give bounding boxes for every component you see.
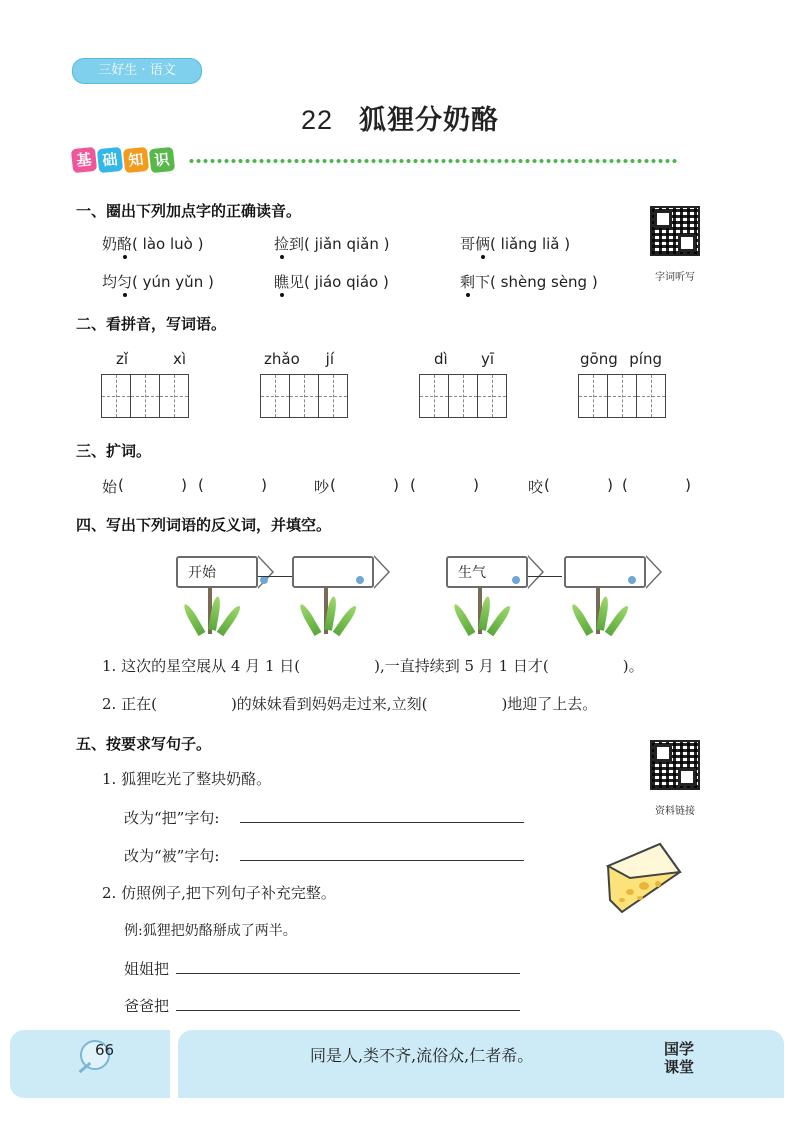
q1-item bbox=[460, 233, 570, 254]
sentence-text: 仿照例子,把下列句子补充完整。 bbox=[121, 884, 336, 902]
page-number: 66 bbox=[95, 1041, 115, 1059]
section-badge-basic-knowledge bbox=[72, 148, 174, 178]
q3-heading: 三、扩词。 bbox=[76, 442, 152, 460]
q1-pinyin-options[interactable]: ( liǎng liǎ ) bbox=[490, 235, 571, 253]
q1-item bbox=[102, 271, 214, 292]
q3-blank[interactable]: ( ) bbox=[410, 476, 479, 494]
q1-item bbox=[274, 233, 389, 254]
answer-line[interactable] bbox=[176, 973, 520, 974]
sign-word: 生气 bbox=[446, 556, 528, 588]
item-number: 2. bbox=[102, 695, 117, 713]
ba-sentence-label: 改为“把”字句: bbox=[124, 809, 220, 827]
item-number: 2. bbox=[102, 884, 117, 902]
writing-grid[interactable] bbox=[102, 374, 189, 418]
q3-blank[interactable]: ( ) bbox=[622, 476, 691, 494]
q1-dotted-char: 瞧 bbox=[274, 273, 290, 291]
q1-pinyin-options[interactable]: ( shèng sèng ) bbox=[490, 273, 598, 291]
tag-line: 国学 bbox=[664, 1040, 695, 1058]
series-badge: 三好生 · 语文 bbox=[72, 58, 202, 84]
badge-char: 基 bbox=[71, 147, 97, 173]
badge-char: 知 bbox=[123, 147, 149, 173]
pinyin-syllable: yī bbox=[480, 350, 494, 368]
q3-blank[interactable]: ( ) bbox=[330, 476, 399, 494]
q1-item bbox=[274, 271, 389, 292]
page-title bbox=[0, 98, 800, 137]
lesson-title: 狐狸分奶酪 bbox=[359, 105, 500, 136]
q3-blank[interactable]: ( ) bbox=[198, 476, 267, 494]
pinyin-syllable: zhǎo bbox=[264, 350, 300, 368]
pinyin-syllable: jí bbox=[325, 350, 334, 368]
q1-heading: 一、圈出下列加点字的正确读音。 bbox=[76, 202, 302, 220]
q2-pinyin bbox=[264, 350, 334, 368]
lesson-number: 22 bbox=[300, 105, 334, 135]
q1-pinyin-options[interactable]: ( yún yǔn ) bbox=[132, 273, 214, 291]
answer-line[interactable] bbox=[240, 822, 524, 823]
sentence-part: 这次的星空展从 4 月 1 日( bbox=[121, 657, 301, 675]
dotted-divider bbox=[188, 158, 678, 164]
writing-grid[interactable] bbox=[579, 374, 666, 418]
qr-caption-dictation: 字词听写 bbox=[655, 272, 695, 283]
q5-item-1 bbox=[102, 768, 271, 789]
sign-word: 开始 bbox=[176, 556, 258, 588]
answer-line[interactable] bbox=[240, 860, 524, 861]
q3-char: 咬 bbox=[528, 478, 544, 496]
q4-heading: 四、写出下列词语的反义词，并填空。 bbox=[76, 516, 332, 534]
q1-dotted-char: 剩 bbox=[460, 273, 476, 291]
connector-line bbox=[528, 576, 562, 577]
sentence-part: 正在( bbox=[121, 695, 157, 713]
sentence-part: )。 bbox=[622, 657, 644, 675]
q1-pinyin-options[interactable]: ( lào luò ) bbox=[132, 235, 204, 253]
badge-char: 识 bbox=[149, 147, 175, 173]
q1-pinyin-options[interactable]: ( jiáo qiáo ) bbox=[304, 273, 389, 291]
pinyin-syllable: xì bbox=[172, 350, 186, 368]
q3-blank[interactable]: ( ) bbox=[544, 476, 613, 494]
q2-pinyin bbox=[580, 350, 662, 368]
qr-code-icon[interactable] bbox=[650, 740, 700, 790]
qr-code-icon[interactable] bbox=[650, 206, 700, 256]
q2-pinyin bbox=[434, 350, 494, 368]
connector-line bbox=[258, 576, 292, 577]
writing-grid[interactable] bbox=[420, 374, 507, 418]
q5-heading: 五、按要求写句子。 bbox=[76, 735, 212, 753]
writing-grid[interactable] bbox=[261, 374, 348, 418]
q1-dotted-char: 俩 bbox=[475, 235, 491, 253]
pinyin-syllable: zǐ bbox=[116, 350, 129, 368]
q2-pinyin bbox=[116, 350, 186, 368]
pinyin-syllable: píng bbox=[629, 350, 662, 368]
pinyin-syllable: dì bbox=[434, 350, 448, 368]
q1-char: 哥 bbox=[460, 235, 476, 253]
q3-char: 始 bbox=[102, 478, 118, 496]
q1-char: 下 bbox=[475, 273, 491, 291]
q4-sentence-2 bbox=[102, 693, 597, 714]
guoxue-tag bbox=[664, 1040, 694, 1076]
q1-char: 到 bbox=[289, 235, 305, 253]
q1-dotted-char: 匀 bbox=[117, 273, 133, 291]
cheese-illustration bbox=[600, 838, 686, 922]
badge-char: 础 bbox=[97, 147, 123, 173]
proverb: 同是人,类不齐,流俗众,仁者希。 bbox=[310, 1046, 534, 1065]
q1-char: 均 bbox=[102, 273, 118, 291]
q1-item bbox=[460, 271, 598, 292]
sentence-part: )地迎了上去。 bbox=[501, 695, 598, 713]
q3-blank[interactable]: ( ) bbox=[118, 476, 187, 494]
bei-sentence-label: 改为“被”字句: bbox=[124, 847, 220, 865]
q5-item-2 bbox=[102, 882, 336, 903]
sentence-text: 狐狸吃光了整块奶酪。 bbox=[121, 770, 272, 788]
q1-item bbox=[102, 233, 203, 254]
sentence-part: ),一直持续到 5 月 1 日才( bbox=[374, 657, 549, 675]
answer-line[interactable] bbox=[176, 1010, 520, 1011]
prompt-father: 爸爸把 bbox=[124, 997, 170, 1015]
q2-heading: 二、看拼音，写词语。 bbox=[76, 315, 227, 333]
sentence-part: )的妹妹看到妈妈走过来,立刻( bbox=[230, 695, 428, 713]
qr-caption-resources: 资料链接 bbox=[655, 806, 695, 817]
item-number: 1. bbox=[102, 657, 117, 675]
q3-char: 吵 bbox=[314, 478, 330, 496]
q1-pinyin-options[interactable]: ( jiǎn qiǎn ) bbox=[304, 235, 390, 253]
pinyin-syllable: gōng bbox=[580, 350, 618, 368]
tag-line: 课堂 bbox=[664, 1058, 695, 1076]
q1-dotted-char: 酪 bbox=[117, 235, 133, 253]
q1-char: 奶 bbox=[102, 235, 118, 253]
example-sentence: 例:狐狸把奶酪掰成了两半。 bbox=[124, 923, 297, 939]
q1-char: 见 bbox=[289, 273, 305, 291]
q1-dotted-char: 捡 bbox=[274, 235, 290, 253]
prompt-sister: 姐姐把 bbox=[124, 960, 170, 978]
item-number: 1. bbox=[102, 770, 117, 788]
q4-sentence-1 bbox=[102, 655, 644, 676]
